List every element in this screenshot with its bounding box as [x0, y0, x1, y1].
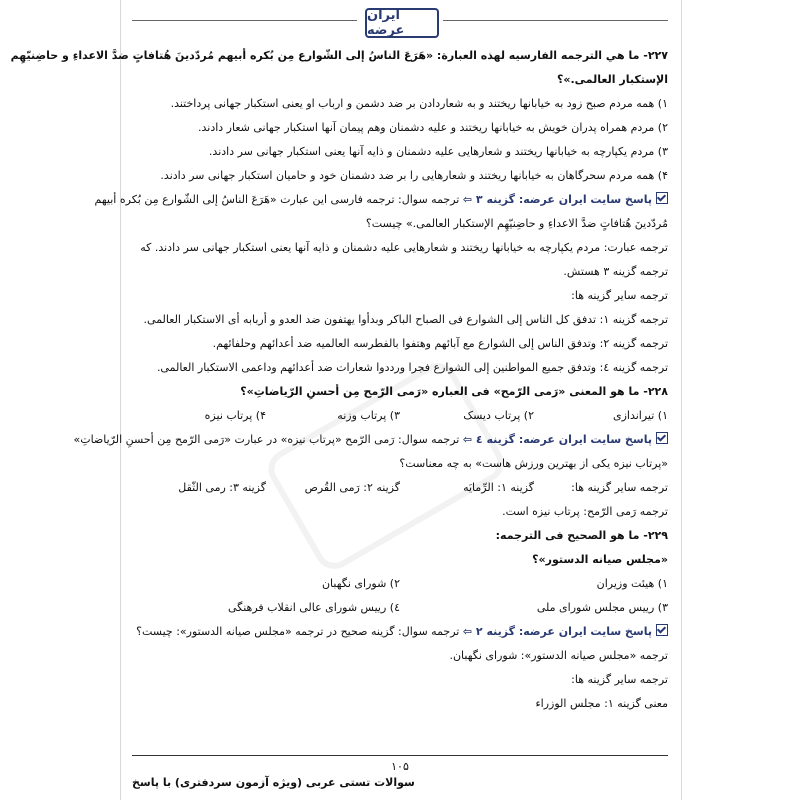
header-rule-right — [443, 20, 668, 21]
text-line — [94, 188, 668, 212]
line-text: ترجمه سوال: ترجمه فارسی این عبارت «هَرَعَ الناسُ إلی الشّوارع مِن بُكره أبيهم — [94, 193, 463, 206]
text-line — [132, 308, 668, 332]
line-text: ترجمه گزینه ۲: وتدفق الناس إلی الشوارع مع آبائهم وهتفوا بالفطرسه العالميه ضد أعدائهم وحلفائهم. — [212, 337, 668, 350]
text-line — [132, 92, 668, 116]
line-text: ۲۲۷- ما هي الترجمه الفارسيه لهذه العبارة: «هَرَعَ الناسُ إلی الشّوارع مِن بُكره أبيهم مُردّدينَ هُتافاتٍ ضدَّ الاعداءِ و حاضِنيّهِم — [10, 49, 668, 62]
answer-label: پاسخ سایت ایران عرضه: گزینه ٤ ⇦ — [462, 433, 652, 446]
option-item: ۱) تیراندازی — [612, 409, 668, 422]
option-item: ٤) رییس شورای عالی انقلاب فرهنگی — [227, 601, 400, 614]
line-text: ترجمه «مجلس صيانه الدستور»: شورای نگهبان. — [449, 649, 668, 662]
text-line — [132, 236, 668, 260]
option-item: ترجمه سایر گزینه ها: — [571, 481, 668, 494]
answer-label: پاسخ سایت ایران عرضه: گزینه ۳ ⇦ — [462, 193, 652, 206]
text-line — [10, 44, 668, 68]
text-line — [132, 68, 668, 92]
option-item: ۴) پرتاب نیزه — [204, 409, 266, 422]
options-row — [132, 572, 668, 596]
line-text: ۲۲۸- ما هو المعنی «رَمی الرّمح» فی العباره «رَمی الرّمح مِن أحسنِ الرّياضاتِ»؟ — [240, 385, 668, 398]
document-body — [10, 44, 668, 716]
line-text: ترجمه گزینه ۳ هستش. — [563, 265, 668, 278]
text-line — [132, 356, 668, 380]
line-text: ترجمه سوال: گزینه صحیح در ترجمه «مجلس صيانه الدستور»: چیست؟ — [136, 625, 463, 638]
footer-rule — [132, 755, 668, 756]
line-text: مُردّدينَ هُتافاتٍ ضدَّ الاعداءِ و حاضِنيّهِم الإستكبار العالمی.» چیست؟ — [365, 217, 668, 230]
page-number: ۱۰۵ — [391, 760, 409, 773]
line-text: ترجمه سوال: رَمی الرّمح «پرتاب نیزه» در عبارت «رَمی الرّمح مِن أحسنِ الرّياضاتِ» — [73, 433, 463, 446]
text-line — [132, 140, 668, 164]
line-text: ۱) همه مردم صبح زود به خیابانها ریختند و به شعاردادن بر ضد دشمن و ارباب او یعنی استکبار جهانی پرداختند. — [170, 97, 668, 110]
line-text: الإستكبار العالمی.»؟ — [557, 73, 668, 86]
options-row — [132, 596, 668, 620]
line-text: ترجمه گزینه ٤: وتدفق جميع المواطنين إلی الشوارع فجرا ورددوا شعارات ضد أعدائهم وداعمی الاستكبار العالمی. — [156, 361, 668, 374]
answer-label: پاسخ سایت ایران عرضه: گزینه ۲ ⇦ — [462, 625, 652, 638]
text-line — [132, 692, 668, 716]
text-line — [132, 260, 668, 284]
text-line — [132, 524, 668, 548]
text-line — [73, 428, 668, 452]
text-line — [132, 164, 668, 188]
option-item: ۳) رییس مجلس شورای ملی — [536, 601, 668, 614]
line-text: «مجلس صيانه الدستور»؟ — [532, 553, 668, 566]
line-text: ترجمه سایر گزینه ها: — [571, 673, 668, 686]
options-row — [132, 404, 668, 428]
line-text: ۴) همه مردم سحرگاهان به خیابانها ریختند و شعارهایی را بر ضد دشمنان خود و حامیان استکبار جهانی سر دادند. — [160, 169, 668, 182]
text-line — [132, 644, 668, 668]
option-item: گزینه ۳: رمی الثّقل — [178, 481, 266, 494]
text-line — [132, 212, 668, 236]
option-item: گزینه ۱: الرِّمايَه — [463, 481, 534, 494]
text-line — [132, 620, 668, 644]
option-item: گزینه ۲: رَمی القُرص — [304, 481, 400, 494]
line-text: ترجمه سایر گزینه ها: — [571, 289, 668, 302]
line-text: ترجمه عبارت: مردم یکپارچه به خیابانها ریختند و شعارهایی علیه دشمنان و ذایه آنها یعنی استکبار جهانی سر دادند. که — [140, 241, 668, 254]
text-line — [132, 500, 668, 524]
text-line — [132, 452, 668, 476]
option-item: ۱) هیئت وزیران — [596, 577, 668, 590]
line-text: ۲) مردم همراه پدران خویش به خیابانها ریختند و علیه دشمنان وهم پیمان آنها استکبار جهانی شعار دادند. — [197, 121, 668, 134]
line-text: ۲۲۹- ما هو الصحيح فی الترجمه: — [495, 529, 668, 542]
text-line — [132, 116, 668, 140]
text-line — [132, 332, 668, 356]
text-line — [132, 284, 668, 308]
checkbox-icon — [656, 432, 668, 444]
checkbox-icon — [656, 192, 668, 204]
brand-logo: ایران عرضه — [365, 8, 439, 38]
option-item: ۲) شورای نگهبان — [321, 577, 400, 590]
line-text: ترجمه گزینه ۱: تدفق کل الناس إلی الشوارع فی الصباح الباكر وبدأوا يهتفون ضد العدو و أربابه أی الاستكبار العالمی. — [143, 313, 668, 326]
line-text: ترجمه رَمی الرّمح: پرتاب نیزه است. — [502, 505, 668, 518]
text-line — [132, 668, 668, 692]
line-text: ۳) مردم یکپارچه به خیابانها ریختند و شعارهایی علیه دشمنان و ذایه آنها یعنی استکبار جهانی سر دادند. — [208, 145, 668, 158]
line-text: «پرتاب نیزه یکی از بهترین ورزش هاست» به چه معناست؟ — [399, 457, 668, 470]
text-line — [132, 548, 668, 572]
line-text: معنی گزینه ۱: مجلس الوزراء — [535, 697, 668, 710]
options-row — [132, 476, 668, 500]
header-rule-left — [132, 20, 357, 21]
text-line — [132, 380, 668, 404]
option-item: ۳) پرتاب وزنه — [337, 409, 400, 422]
footer-title: سوالات تستی عربی (ویژه آزمون سردفتری) با پاسخ — [132, 776, 415, 789]
checkbox-icon — [656, 624, 668, 636]
option-item: ۲) پرتاب دیسک — [463, 409, 534, 422]
